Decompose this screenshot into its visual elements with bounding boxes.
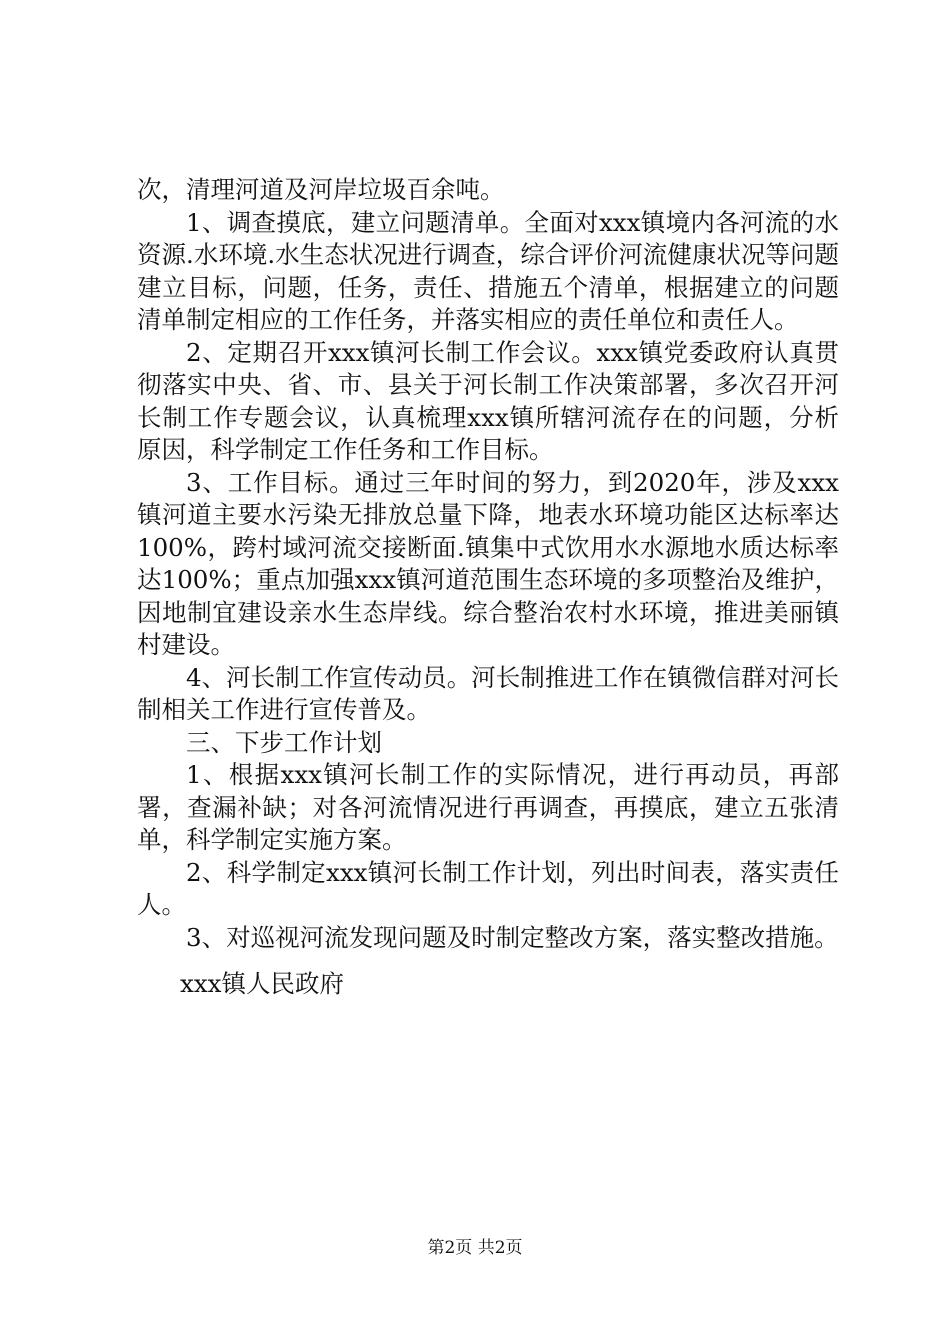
signature-line: xxx镇人民政府: [180, 969, 344, 998]
paragraph-item-publicity: 4、河长制工作宣传动员。河长制推进工作在镇微信群对河长制相关工作进行宣传普及。: [137, 662, 839, 724]
paragraph-item-meetings: 2、定期召开xxx镇河长制工作会议。xxx镇党委政府认真贯彻落实中央、省、市、县关于河长制工作决策部署，多次召开河长制工作专题会议，认真梳理xxx镇所辖河流存在的问题，分析原因，科学制定工作任务和工作目标。: [137, 337, 839, 464]
paragraph-item-investigation: 1、调查摸底，建立问题清单。全面对xxx镇境内各河流的水资源.水环境.水生态状况进行调查，综合评价河流健康状况等问题建立目标，问题，任务，责任、措施五个清单，根据建立的问题清单制定相应的工作任务，并落实相应的责任单位和责任人。: [137, 207, 839, 334]
paragraph-plan-item-1: 1、根据xxx镇河长制工作的实际情况，进行再动员，再部署，查漏补缺；对各河流情况进行再调查，再摸底，建立五张清单，科学制定实施方案。: [137, 760, 839, 854]
paragraph-item-goals: 3、工作目标。通过三年时间的努力，到2020年，涉及xxx镇河道主要水污染无排放总量下降，地表水环境功能区达标率达100%，跨村域河流交接断面.镇集中式饮用水水源地水质达标率达100%；重点加强xxx镇河道范围生态环境的多项整治及维护，因地制宜建设亲水生态岸线。综合整治农村水环境，推进美丽镇村建设。: [137, 467, 839, 659]
document-body: [137, 174, 839, 954]
paragraph-plan-item-3: 3、对巡视河流发现问题及时制定整改方案，落实整改措施。: [186, 922, 839, 952]
page-footer: 第2页 共2页: [427, 1238, 523, 1258]
paragraph-continuation: 次，清理河道及河岸垃圾百余吨。: [137, 175, 505, 204]
paragraph-plan-item-2: 2、科学制定xxx镇河长制工作计划，列出时间表，落实责任人。: [137, 857, 839, 919]
section-heading-next-plan: 三、下步工作计划: [186, 727, 382, 757]
